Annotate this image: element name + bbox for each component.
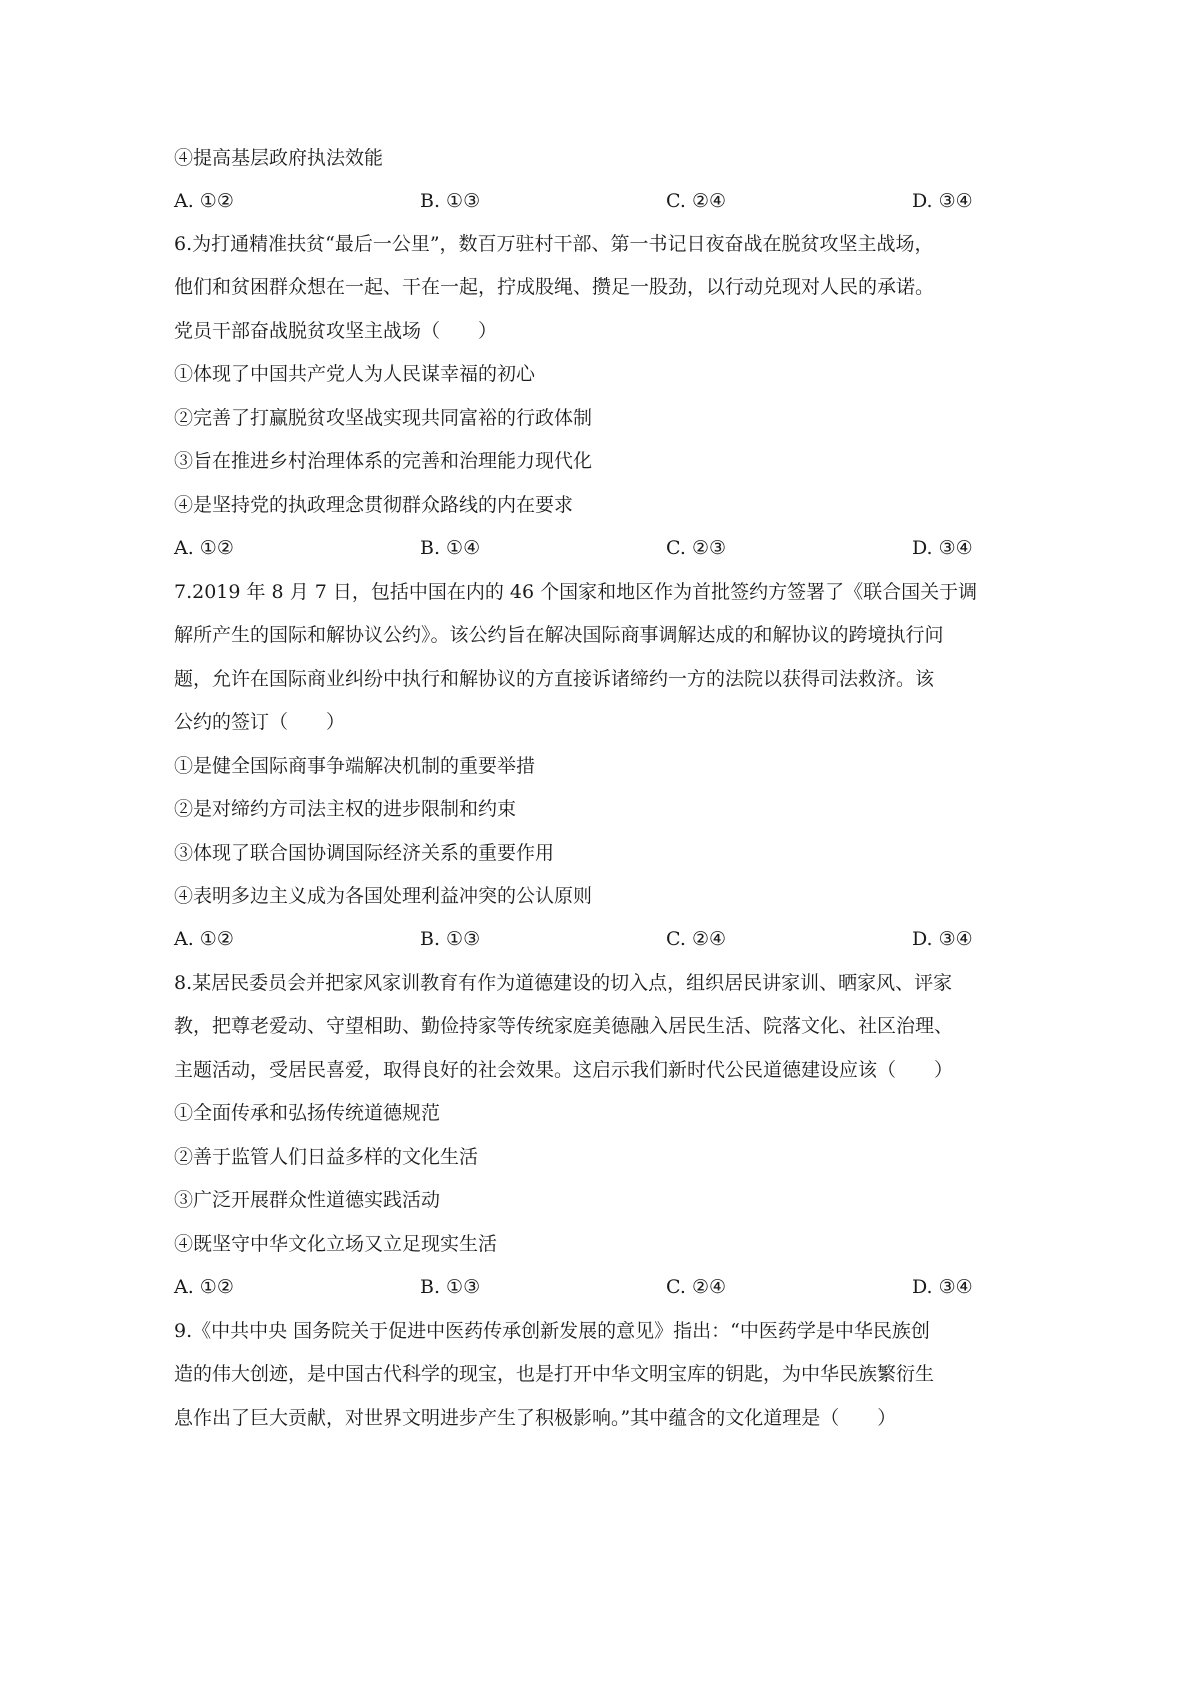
q6-option-c: C. ②③ [666,537,727,559]
q5-option-d: D. ③④ [912,190,973,212]
q8-options [174,1275,1034,1299]
q6-option-a: A. ①② [174,537,234,559]
q8-option-b: B. ①③ [420,1276,481,1298]
q6-statement-1: ①体现了中国共产党人为人民谋幸福的初心 [174,363,536,385]
q8-stem-line-1: 8.某居民委员会并把家风家训教育有作为道德建设的切入点，组织居民讲家训、晒家风、评家 [174,972,953,994]
q6-option-b: B. ①④ [420,537,481,559]
q5-options [174,189,1034,213]
q6-statement-2: ②完善了打赢脱贫攻坚战实现共同富裕的行政体制 [174,407,593,429]
q5-statement-4: ④提高基层政府执法效能 [174,147,384,169]
q6-stem-line-2: 他们和贫困群众想在一起、干在一起，拧成股绳、攒足一股劲，以行动兑现对人民的承诺。 [174,276,935,298]
q7-statement-4: ④表明多边主义成为各国处理利益冲突的公认原则 [174,885,593,907]
q8-option-d: D. ③④ [912,1276,973,1298]
q7-option-d: D. ③④ [912,928,973,950]
q6-statement-3: ③旨在推进乡村治理体系的完善和治理能力现代化 [174,450,593,472]
q5-option-a: A. ①② [174,190,234,212]
q7-statement-3: ③体现了联合国协调国际经济关系的重要作用 [174,842,555,864]
q6-option-d: D. ③④ [912,537,973,559]
q7-options [174,927,1034,951]
q9-stem-line-2: 造的伟大创迹，是中国古代科学的现宝，也是打开中华文明宝库的钥匙，为中华民族繁衍生 [174,1363,935,1385]
q8-statement-1: ①全面传承和弘扬传统道德规范 [174,1102,441,1124]
q7-option-a: A. ①② [174,928,234,950]
q7-stem-line-3: 题，允许在国际商业纠纷中执行和解协议的方直接诉诸缔约一方的法院以获得司法救济。该 [174,668,935,690]
q8-statement-4: ④既坚守中华文化立场又立足现实生活 [174,1233,498,1255]
q8-stem-line-3: 主题活动，受居民喜爱，取得良好的社会效果。这启示我们新时代公民道德建设应该（ ） [174,1059,954,1081]
q5-option-b: B. ①③ [420,190,481,212]
q7-stem-line-4: 公约的签订（ ） [174,711,346,733]
q8-option-a: A. ①② [174,1276,234,1298]
q8-stem-line-2: 教，把尊老爱动、守望相助、勤俭持家等传统家庭美德融入居民生活、院落文化、社区治理、 [174,1015,954,1037]
q6-options [174,536,1034,560]
q7-statement-2: ②是对缔约方司法主权的进步限制和约束 [174,798,517,820]
q9-stem-line-3: 息作出了巨大贡献，对世界文明进步产生了积极影响。”其中蕴含的文化道理是（ ） [174,1407,897,1429]
q7-stem-line-1: 7.2019 年 8 月 7 日，包括中国在内的 46 个国家和地区作为首批签约方签署了《联合国关于调 [174,581,978,603]
q9-stem-line-1: 9.《中共中央 国务院关于促进中医药传承创新发展的意见》指出：“中医药学是中华民族创 [174,1320,930,1342]
q8-option-c: C. ②④ [666,1276,727,1298]
q6-stem-line-3: 党员干部奋战脱贫攻坚主战场（ ） [174,320,498,342]
q7-statement-1: ①是健全国际商事争端解决机制的重要举措 [174,755,536,777]
q6-stem-line-1: 6.为打通精准扶贫“最后一公里”，数百万驻村干部、第一书记日夜奋战在脱贫攻坚主战场， [174,233,934,255]
q6-statement-4: ④是坚持党的执政理念贯彻群众路线的内在要求 [174,494,574,516]
q7-option-c: C. ②④ [666,928,727,950]
q7-option-b: B. ①③ [420,928,481,950]
q7-stem-line-2: 解所产生的国际和解协议公约》。该公约旨在解决国际商事调解达成的和解协议的跨境执行问 [174,624,944,646]
q8-statement-2: ②善于监管人们日益多样的文化生活 [174,1146,479,1168]
q5-option-c: C. ②④ [666,190,727,212]
q8-statement-3: ③广泛开展群众性道德实践活动 [174,1189,441,1211]
